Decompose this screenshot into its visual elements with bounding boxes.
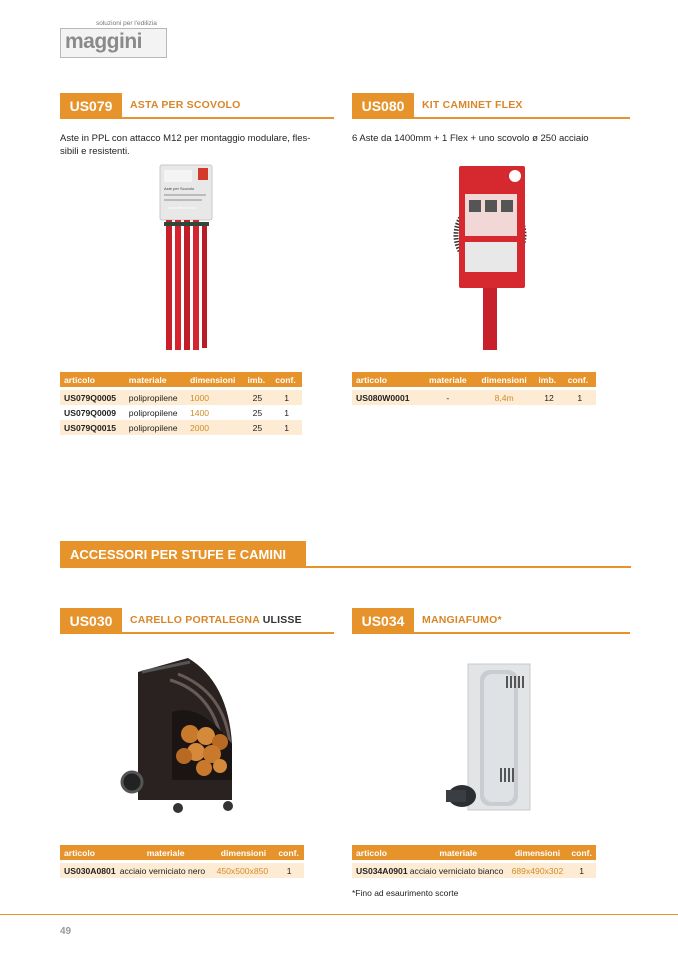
cell-conf: 1 [567, 863, 596, 878]
col-header: conf. [274, 845, 304, 860]
col-header: materiale [409, 845, 508, 860]
cell-articolo: US079Q0005 [60, 390, 125, 405]
cell-conf: 1 [274, 863, 304, 878]
col-header: materiale [119, 845, 213, 860]
table-row [352, 390, 596, 405]
product-title [130, 614, 302, 626]
cell-imb: 25 [244, 420, 272, 435]
header-rule [414, 632, 630, 634]
cell-articolo: US080W0001 [352, 390, 422, 405]
product-description-us080: 6 Aste da 1400mm + 1 Flex + uno scovolo ø 250 acciaio [352, 133, 589, 144]
product-title: MANGIAFUMO* [422, 614, 502, 626]
cell-conf: 1 [271, 405, 302, 420]
col-header: articolo [60, 845, 119, 860]
cell-imb: 25 [244, 390, 272, 405]
col-header: conf. [567, 845, 596, 860]
section-title: ACCESSORI PER STUFE E CAMINI [60, 541, 306, 568]
cell-materiale: polipropilene [125, 390, 186, 405]
product-table-us080 [352, 372, 596, 405]
product-header-us079 [60, 93, 334, 119]
cell-dimensioni: 1000 [186, 390, 244, 405]
cell-imb: 12 [534, 390, 563, 405]
product-code: US079 [60, 93, 122, 119]
table-header-row [352, 845, 596, 860]
brand-tagline: soluzioni per l'edilizia [96, 20, 157, 27]
product-title: KIT CAMINET FLEX [422, 99, 523, 111]
header-rule [122, 117, 334, 119]
col-header: conf. [271, 372, 302, 387]
table-row [60, 405, 302, 420]
col-header: dimensioni [213, 845, 275, 860]
header-rule [122, 632, 334, 634]
col-header: materiale [125, 372, 186, 387]
header-rule [414, 117, 630, 119]
table-row [60, 420, 302, 435]
cell-articolo: US034A0901 [352, 863, 409, 878]
col-header: dimensioni [186, 372, 244, 387]
col-header: articolo [352, 372, 422, 387]
col-header: conf. [564, 372, 596, 387]
pack-label-url: www.ottbrush.com [168, 206, 197, 210]
cell-dimensioni: 8,4m [474, 390, 535, 405]
col-header: dimensioni [474, 372, 535, 387]
product-image-log-cart [120, 652, 245, 816]
product-title: ASTA PER SCOVOLO [130, 99, 241, 111]
cell-dimensioni: 689x490x302 [508, 863, 568, 878]
footnote: *Fino ad esaurimento scorte [352, 888, 459, 898]
cell-materiale: polipropilene [125, 420, 186, 435]
product-table-us034 [352, 845, 596, 878]
cell-conf: 1 [271, 390, 302, 405]
cell-imb: 25 [244, 405, 272, 420]
product-code: US030 [60, 608, 122, 634]
brand-name: maggini [65, 30, 143, 53]
product-header-us080 [352, 93, 630, 119]
col-header: imb. [534, 372, 563, 387]
table-row [60, 863, 304, 878]
cell-materiale: acciaio verniciato nero [119, 863, 213, 878]
cell-articolo: US030A0801 [60, 863, 119, 878]
cell-materiale: polipropilene [125, 405, 186, 420]
brand-logo [60, 20, 168, 58]
cell-dimensioni: 450x500x850 [213, 863, 275, 878]
page-number: 49 [60, 926, 72, 937]
table-row [60, 390, 302, 405]
section-rule [306, 566, 631, 568]
product-code: US034 [352, 608, 414, 634]
col-header: articolo [60, 372, 125, 387]
table-row [352, 863, 596, 878]
table-header-row [60, 845, 304, 860]
title-text: CARELLO PORTALEGNA [130, 614, 263, 626]
product-description-us079 [60, 132, 340, 158]
product-table-us079 [60, 372, 302, 435]
brand-logo-box [60, 28, 167, 58]
table-header-row [60, 372, 302, 387]
section-header [60, 541, 631, 568]
cell-articolo: US079Q0015 [60, 420, 125, 435]
cell-conf: 1 [271, 420, 302, 435]
title-highlight: ULISSE [262, 614, 302, 626]
product-image-smoke-absorber [440, 660, 540, 815]
product-code: US080 [352, 93, 414, 119]
cell-dimensioni: 2000 [186, 420, 244, 435]
table-header-row [352, 372, 596, 387]
cell-conf: 1 [564, 390, 596, 405]
cell-dimensioni: 1400 [186, 405, 244, 420]
product-table-us030 [60, 845, 304, 878]
product-image-rods [150, 160, 220, 352]
footer-rule [0, 914, 678, 915]
product-image-kit [445, 160, 535, 352]
pack-label-title: Aste per Scovolo [164, 186, 195, 191]
col-header: articolo [352, 845, 409, 860]
desc-line-1: Aste in PPL con attacco M12 per montaggio modulare, fles- [60, 133, 311, 144]
col-header: dimensioni [508, 845, 568, 860]
product-header-us034 [352, 608, 630, 634]
col-header: imb. [244, 372, 272, 387]
cell-materiale: - [422, 390, 474, 405]
product-header-us030 [60, 608, 334, 634]
desc-line-2: sibili e resistenti. [60, 146, 130, 157]
cell-articolo: US079Q0009 [60, 405, 125, 420]
col-header: materiale [422, 372, 474, 387]
cell-materiale: acciaio verniciato bianco [409, 863, 508, 878]
